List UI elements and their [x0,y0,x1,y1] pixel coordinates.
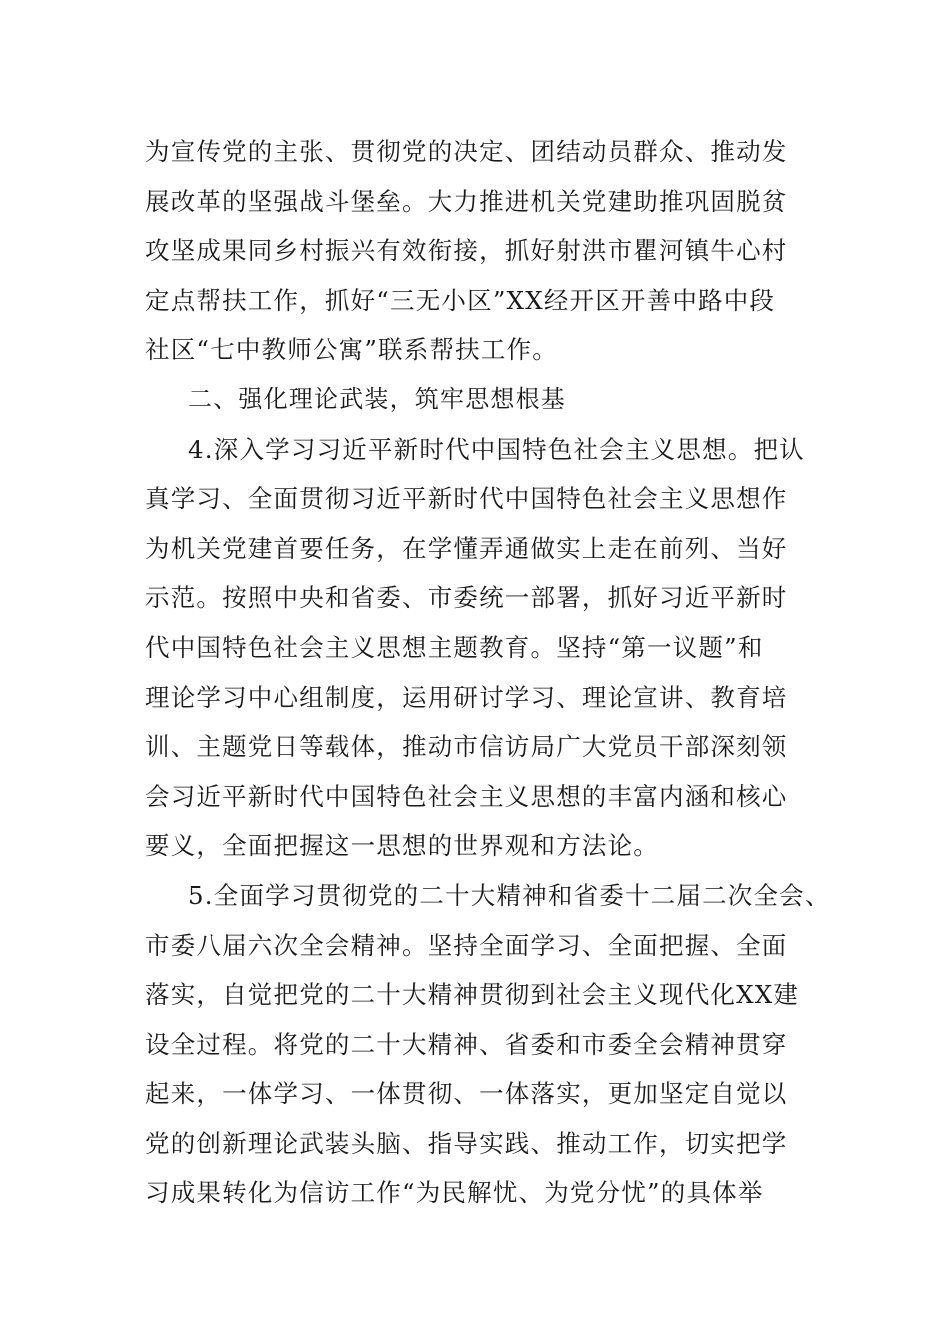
text-line-21: 党的创新理论武装头脑、指导实践、推动工作，切实把学 [145,1128,788,1158]
document-body [145,127,835,1218]
text-line-18: 落实，自觉把党的二十大精神贯彻到社会主义现代化XX建 [145,980,800,1010]
text-line-1: 为宣传党的主张、贯彻党的决定、团结动员群众、推动发 [145,137,788,166]
section-heading: 二、强化理论武装，筑牢思想根基 [188,384,566,413]
text-line-8: 真学习、全面贯彻习近平新时代中国特色社会主义思想作 [145,484,788,514]
text-line-14: 会习近平新时代中国特色社会主义思想的丰富内涵和核心 [145,781,788,811]
text-line-17: 市委八届六次全会精神。坚持全面学习、全面把握、全面 [145,930,788,960]
text-line-3: 攻坚成果同乡村振兴有效衔接，抓好射洪市瞿河镇牛心村 [145,236,788,266]
text-line-22: 习成果转化为信访工作“为民解忧、为党分忧”的具体举 [145,1178,764,1208]
text-line-20: 起来，一体学习、一体贯彻、一体落实，更加坚定自觉以 [145,1079,788,1109]
item-4-title-line: 4.深入学习习近平新时代中国特色社会主义思想。把认 [188,434,805,464]
item-5-title-line: 5.全面学习贯彻党的二十大精神和省委十二届二次全会、 [188,880,831,910]
text-line-19: 设全过程。将党的二十大精神、省委和市委全会精神贯穿 [145,1029,788,1059]
text-line-15: 要义，全面把握这一思想的世界观和方法论。 [145,831,659,861]
text-line-12: 理论学习中心组制度，运用研讨学习、理论宣讲、教育培 [145,682,788,712]
text-line-4: 定点帮扶工作，抓好“三无小区”XX经开区开善中路中段 [145,285,776,315]
text-line-11: 代中国特色社会主义思想主题教育。坚持“第一议题”和 [145,632,764,662]
text-line-5: 社区“七中教师公寓”联系帮扶工作。 [145,335,558,365]
text-line-2: 展改革的坚强战斗堡垒。大力推进机关党建助推巩固脱贫 [145,186,788,216]
text-line-13: 训、主题党日等载体，推动市信访局广大党员干部深刻领 [145,732,788,762]
text-line-10: 示范。按照中央和省委、市委统一部署，抓好习近平新时 [145,583,788,613]
text-line-9: 为机关党建首要任务，在学懂弄通做实上走在前列、当好 [145,533,788,563]
